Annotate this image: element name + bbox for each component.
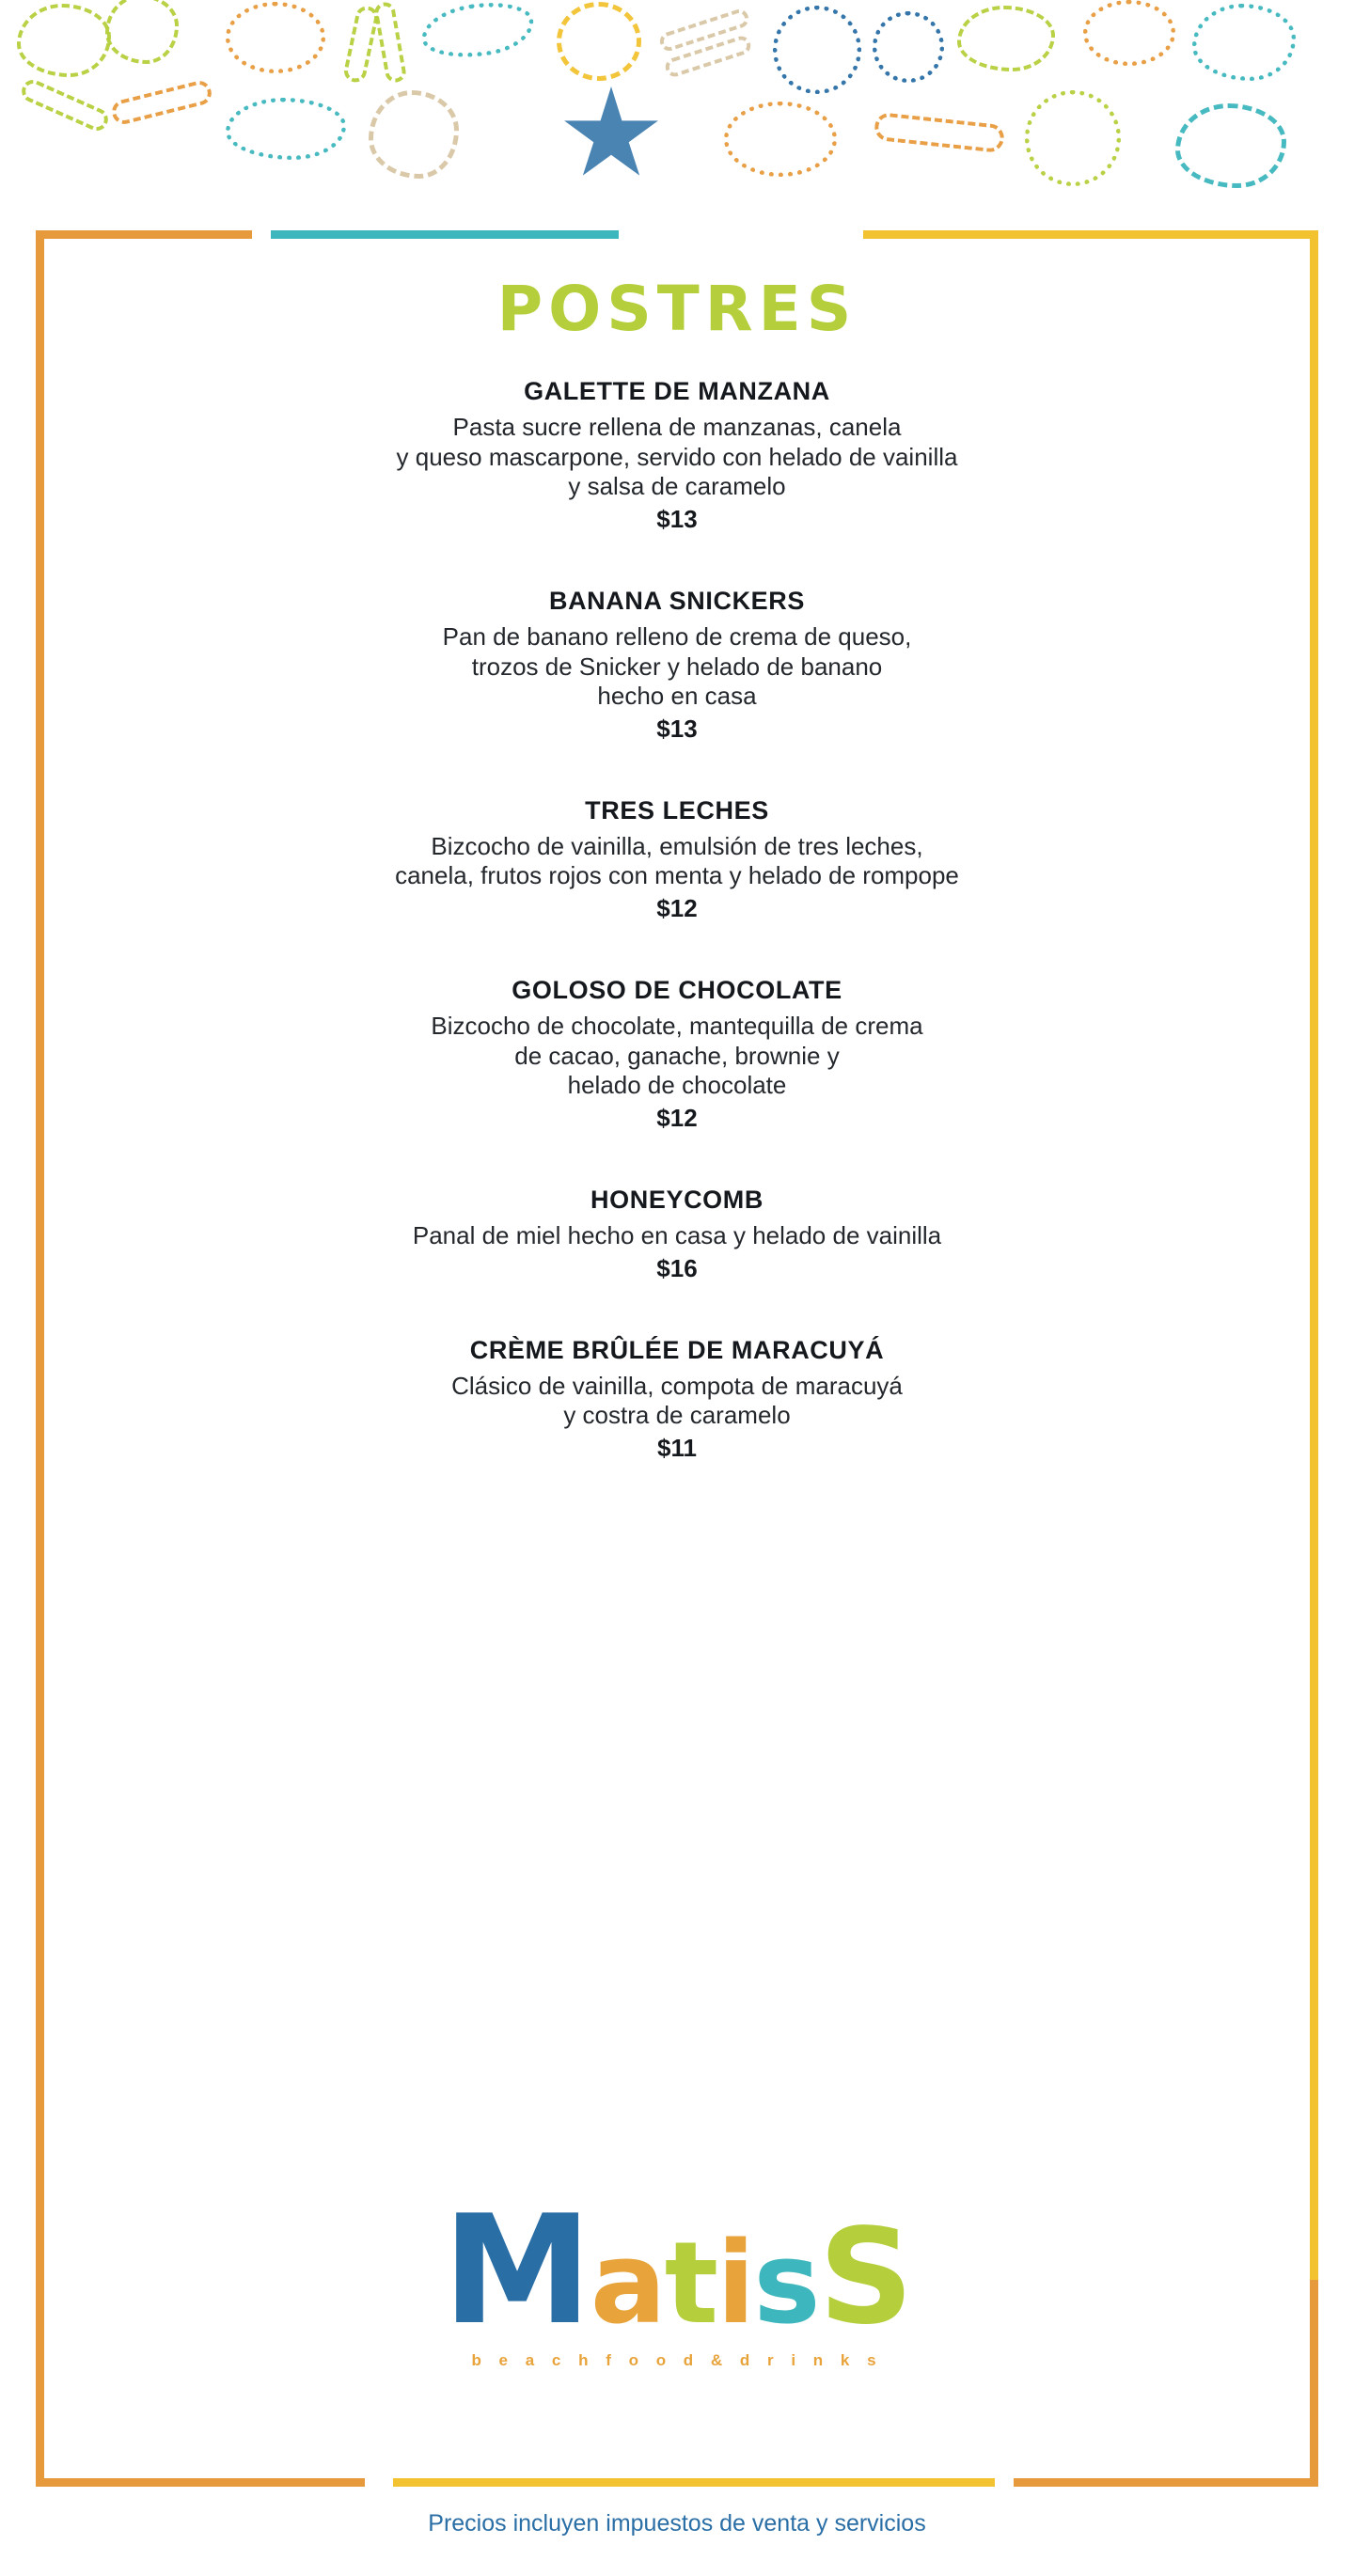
dish-description-line: Bizcocho de vainilla, emulsión de tres leches,: [431, 831, 923, 860]
dish-description-line: trozos de Snicker y helado de banano: [471, 652, 883, 681]
doodle-urchin-green: [1025, 90, 1121, 186]
doodle-coral-green-3: [957, 6, 1055, 71]
dish-name: GALETTE DE MANZANA: [524, 377, 830, 405]
doodle-coral-green: [17, 4, 111, 77]
doodle-starfish-blue: [562, 86, 660, 184]
doodle-urchin-blue: [773, 6, 861, 94]
doodle-urchin-blue-2: [873, 11, 944, 83]
doodle-shell-orange: [226, 2, 325, 73]
dish-price: $12: [656, 894, 698, 922]
logo-letter-m: M: [442, 2182, 590, 2358]
dish-description-line: Pasta sucre rellena de manzanas, canela: [452, 413, 902, 441]
page-title: POSTRES: [496, 273, 858, 345]
decorative-header-band: [0, 0, 1354, 212]
dish-description-line: Pan de banano relleno de crema de queso,: [442, 621, 912, 651]
menu-content: [36, 273, 1318, 1516]
frame-edge-top-left: [36, 230, 252, 239]
footnote-text: Precios incluyen impuestos de venta y servicios: [428, 2510, 926, 2537]
dish-price: $16: [656, 1253, 698, 1282]
dish-name: GOLOSO DE CHOCOLATE: [512, 976, 842, 1004]
logo-letter-s: s: [753, 2219, 819, 2349]
doodle-shell-yellow: [557, 2, 641, 81]
dish-description-line: y costra de caramelo: [563, 1401, 791, 1430]
dish-description-line: hecho en casa: [597, 682, 757, 711]
frame-edge-bottom-orange: [36, 2478, 365, 2487]
doodle-fish-teal: [226, 98, 346, 160]
frame-edge-top-yellow: [863, 230, 1318, 239]
logo-letter-t: t: [664, 2219, 717, 2349]
logo-letter-s-capital: S: [818, 2201, 912, 2354]
doodle-branch-green: [18, 76, 111, 134]
frame-edge-top-teal: [271, 230, 619, 239]
dish-description-line: y salsa de caramelo: [568, 472, 786, 501]
dish-description-line: y queso mascarpone, servido con helado de vainilla: [396, 442, 958, 471]
dish-price: $13: [656, 714, 698, 743]
dish-name: TRES LECHES: [585, 795, 769, 825]
frame-edge-bottom-yellow: [393, 2478, 995, 2487]
dish-name: BANANA SNICKERS: [548, 586, 805, 615]
dish-description-line: helado de chocolate: [567, 1071, 787, 1100]
doodle-leaf-teal: [418, 0, 538, 64]
menu-item: [36, 796, 1318, 923]
frame-edge-bottom-orange-2: [1014, 2478, 1318, 2487]
dish-description-line: Bizcocho de chocolate, mantequilla de crema: [431, 1012, 923, 1040]
doodle-coral-green-2: [105, 0, 179, 64]
logo-tagline: b e a c h f o o d & d r i n k s: [471, 2351, 883, 2369]
dish-name: HONEYCOMB: [590, 1185, 764, 1214]
doodle-shell-tan: [369, 90, 459, 179]
doodle-coral-orange: [724, 102, 837, 177]
dish-price: $13: [656, 504, 698, 533]
doodle-seaweed-green-2: [373, 1, 408, 85]
doodle-fish-orange: [874, 112, 1005, 153]
dish-price: $11: [657, 1433, 697, 1462]
doodle-branch-orange: [109, 78, 213, 126]
logo-letter-a: a: [590, 2219, 665, 2349]
menu-item: [36, 377, 1318, 534]
dish-name: CRÈME BRÛLÉE DE MARACUYÁ: [469, 1335, 885, 1364]
menu-item: [36, 1336, 1318, 1463]
menu-item: [36, 976, 1318, 1133]
doodle-shell-orange-2: [1083, 0, 1175, 66]
dish-description-line: Panal de miel hecho en casa y helado de vainilla: [412, 1220, 942, 1249]
dish-description-line: canela, frutos rojos con menta y helado de rompope: [395, 861, 959, 890]
dish-list: [36, 377, 1318, 1463]
doodle-coral-teal-2: [1175, 103, 1286, 188]
dish-description-line: de cacao, ganache, brownie y: [514, 1041, 840, 1070]
logo-wordmark: [0, 2182, 1354, 2358]
doodle-coral-teal: [1192, 4, 1296, 81]
brand-logo: [0, 2182, 1354, 2370]
menu-item: [36, 587, 1318, 744]
dish-description-line: Clásico de vainilla, compota de maracuyá: [451, 1371, 903, 1400]
menu-item: [36, 1186, 1318, 1283]
dish-price: $12: [656, 1103, 698, 1132]
logo-letter-i: i: [716, 2219, 754, 2349]
